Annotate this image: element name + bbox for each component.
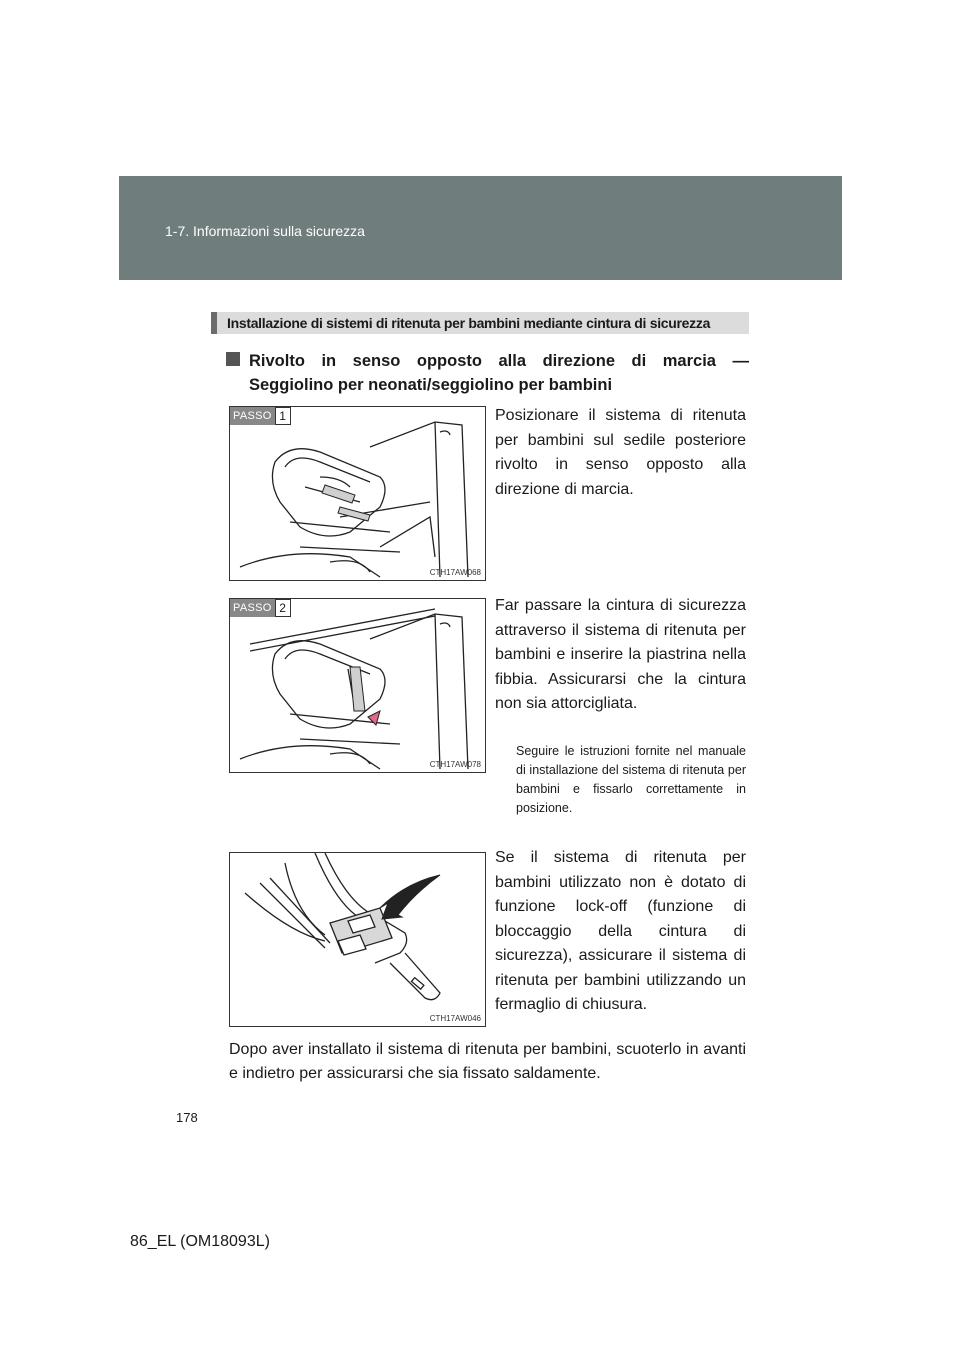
closing-paragraph: Dopo aver installato il sistema di ritenuta per bambini, scuoterlo in avanti e indietro per assicurarsi che sia fissato saldamente. (229, 1041, 746, 1082)
page-number: 178 (176, 1110, 198, 1125)
section-label: 1-7. Informazioni sulla sicurezza (165, 223, 365, 239)
step-1-badge (230, 407, 291, 425)
step-2-badge (230, 599, 291, 617)
step-1-image-code: CTH17AW068 (429, 568, 481, 577)
step-1-badge-number: 1 (275, 407, 291, 425)
subheading (229, 349, 749, 397)
header-band (119, 176, 842, 280)
subheading-line-2: Seggiolino per neonati/seggiolino per bambini (249, 376, 613, 394)
belt-through-child-seat-illustration (230, 599, 486, 773)
subheading-line-1: Rivolto in senso opposto alla direzione di marcia — (249, 352, 749, 370)
locking-clip-text: Se il sistema di ritenuta per bambini utilizzato non è dotato di funzione lock-off (funzione di bloccaggio della cintura di sicurezza), assicurare il sistema di ritenuta per bambini utilizzando un fermaglio di chiusura. (495, 849, 746, 1013)
step-1-badge-word: PASSO (230, 407, 275, 425)
child-seat-rear-facing-illustration (230, 407, 486, 581)
step-2-figure (229, 598, 486, 773)
bullet-square-icon (226, 352, 240, 366)
section-title: Installazione di sistemi di ritenuta per bambini mediante cintura di sicurezza (227, 315, 711, 331)
step-2-badge-word: PASSO (230, 599, 275, 617)
step-2-image-code: CTH17AW078 (429, 760, 481, 769)
locking-clip-illustration (230, 853, 486, 1027)
locking-clip-image-code: CTH17AW046 (429, 1014, 481, 1023)
step-2-note: Seguire le istruzioni fornite nel manuale di installazione del sistema di ritenuta per bambini e fissarlo correttamente in posizione. (516, 744, 746, 815)
step-1-text: Posizionare il sistema di ritenuta per bambini sul sedile posteriore rivolto in senso opposto alla direzione di marcia. (495, 407, 746, 498)
locking-clip-figure (229, 852, 486, 1027)
document-code: 86_EL (OM18093L) (130, 1233, 270, 1250)
step-1-figure (229, 406, 486, 581)
step-2-text: Far passare la cintura di sicurezza attraverso il sistema di ritenuta per bambini e inserire la piastrina nella fibbia. Assicurarsi che la cintura non sia attorcigliata. (495, 597, 746, 712)
section-title-bar (211, 312, 749, 334)
step-2-badge-number: 2 (275, 599, 291, 617)
